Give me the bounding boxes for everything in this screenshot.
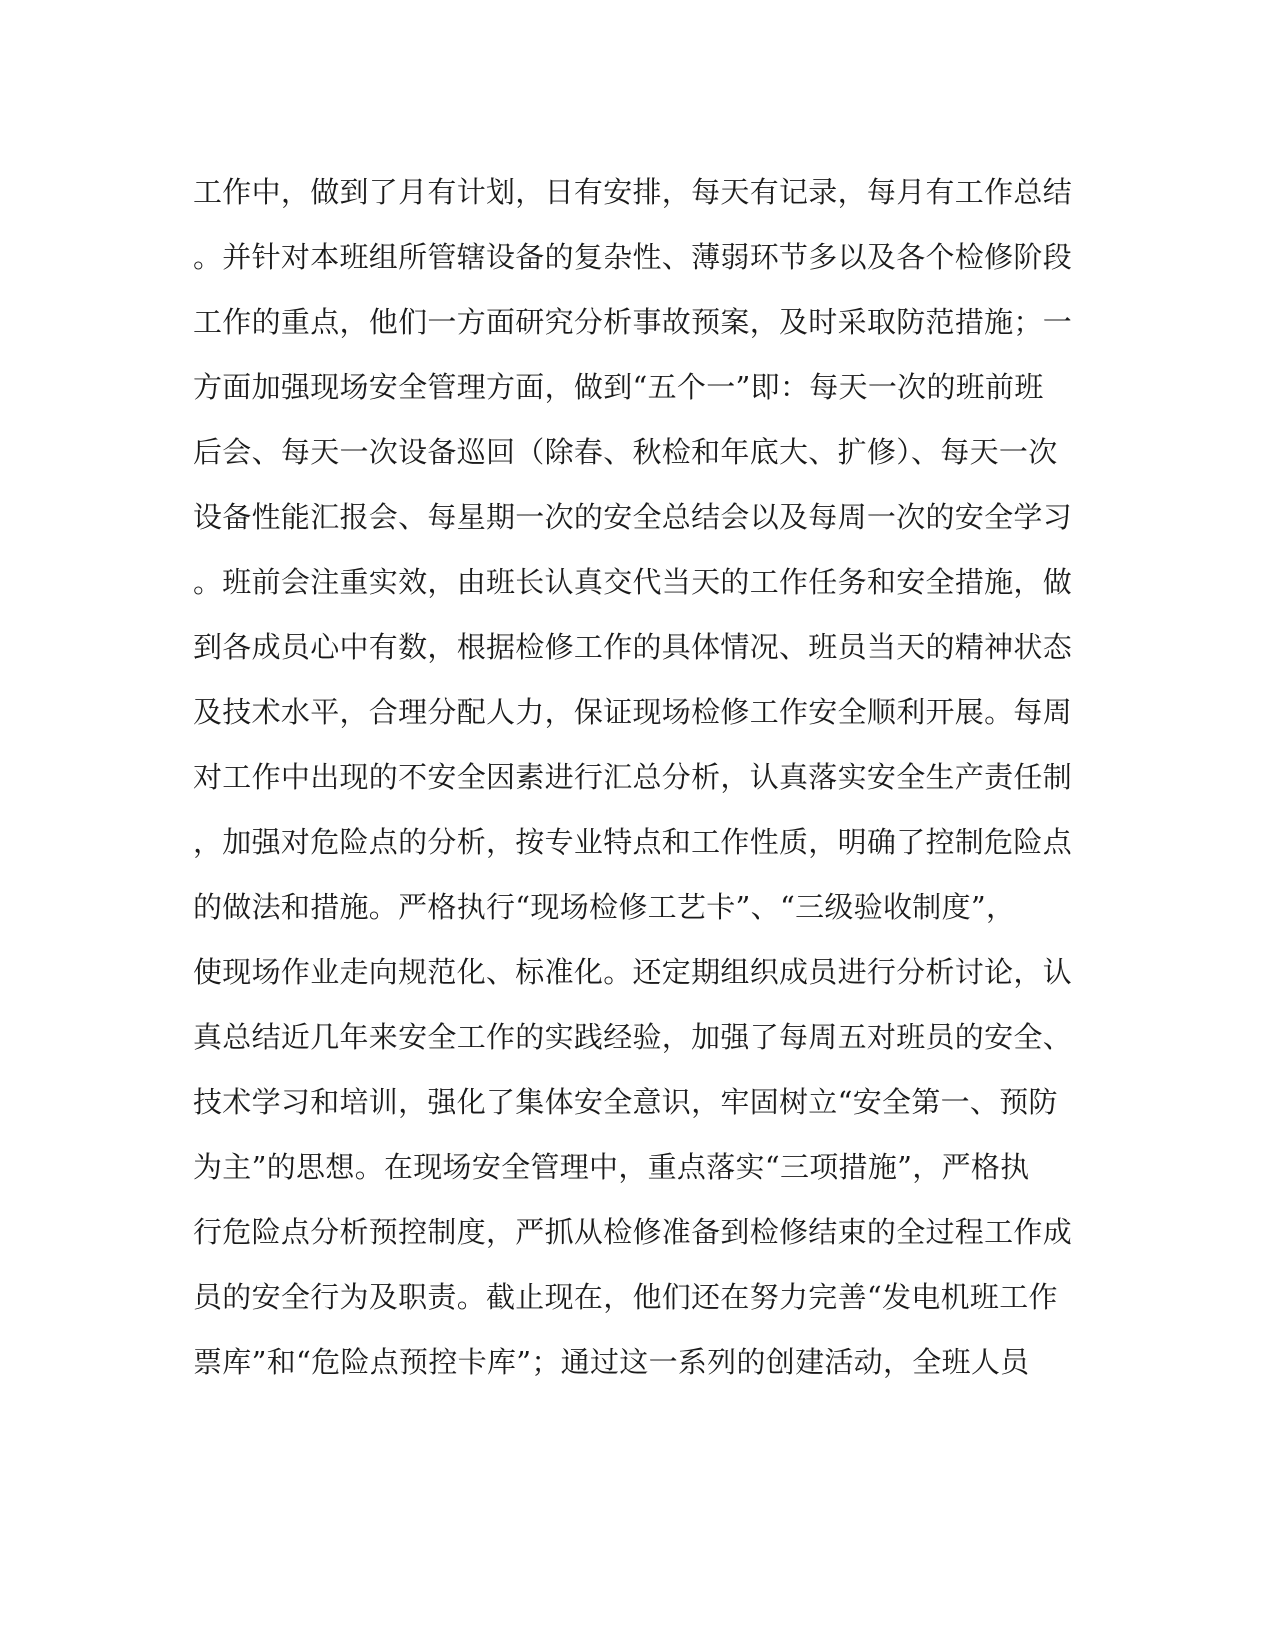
text-line: 。并针对本班组所管辖设备的复杂性、薄弱环节多以及各个检修阶段: [193, 240, 1073, 274]
text-line: 技术学习和培训，强化了集体安全意识，牢固树立“安全第一、预防: [193, 1085, 1058, 1119]
text-line: 真总结近几年来安全工作的实践经验，加强了每周五对班员的安全、: [193, 1020, 1073, 1054]
text-line: 到各成员心中有数，根据检修工作的具体情况、班员当天的精神状态: [193, 630, 1073, 664]
text-line: 工作中，做到了月有计划，日有安排，每天有记录，每月有工作总结: [193, 175, 1073, 209]
body-text: [193, 160, 1073, 1395]
text-line: 。班前会注重实效，由班长认真交代当天的工作任务和安全措施，做: [193, 565, 1073, 599]
text-line: ，加强对危险点的分析，按专业特点和工作性质，明确了控制危险点: [193, 825, 1073, 859]
text-line: 及技术水平，合理分配人力，保证现场检修工作安全顺利开展。每周: [193, 695, 1073, 729]
text-line: 票库”和“危险点预控卡库”；通过这一系列的创建活动，全班人员: [193, 1345, 1030, 1379]
text-line: 员的安全行为及职责。截止现在，他们还在努力完善“发电机班工作: [193, 1280, 1058, 1314]
text-line: 行危险点分析预控制度，严抓从检修准备到检修结束的全过程工作成: [193, 1215, 1073, 1249]
text-line: 使现场作业走向规范化、标准化。还定期组织成员进行分析讨论，认: [193, 955, 1073, 989]
text-line: 方面加强现场安全管理方面，做到“五个一”即：每天一次的班前班: [193, 370, 1044, 404]
text-line: 的做法和措施。严格执行“现场检修工艺卡”、“三级验收制度”，: [193, 890, 1016, 924]
text-line: 设备性能汇报会、每星期一次的安全总结会以及每周一次的安全学习: [193, 500, 1073, 534]
text-line: 后会、每天一次设备巡回（除春、秋检和年底大、扩修）、每天一次: [193, 435, 1058, 469]
text-line: 对工作中出现的不安全因素进行汇总分析，认真落实安全生产责任制: [193, 760, 1073, 794]
text-line: 为主”的思想。在现场安全管理中，重点落实“三项措施”，严格执: [193, 1150, 1030, 1184]
text-line: 工作的重点，他们一方面研究分析事故预案，及时采取防范措施；一: [193, 305, 1073, 339]
